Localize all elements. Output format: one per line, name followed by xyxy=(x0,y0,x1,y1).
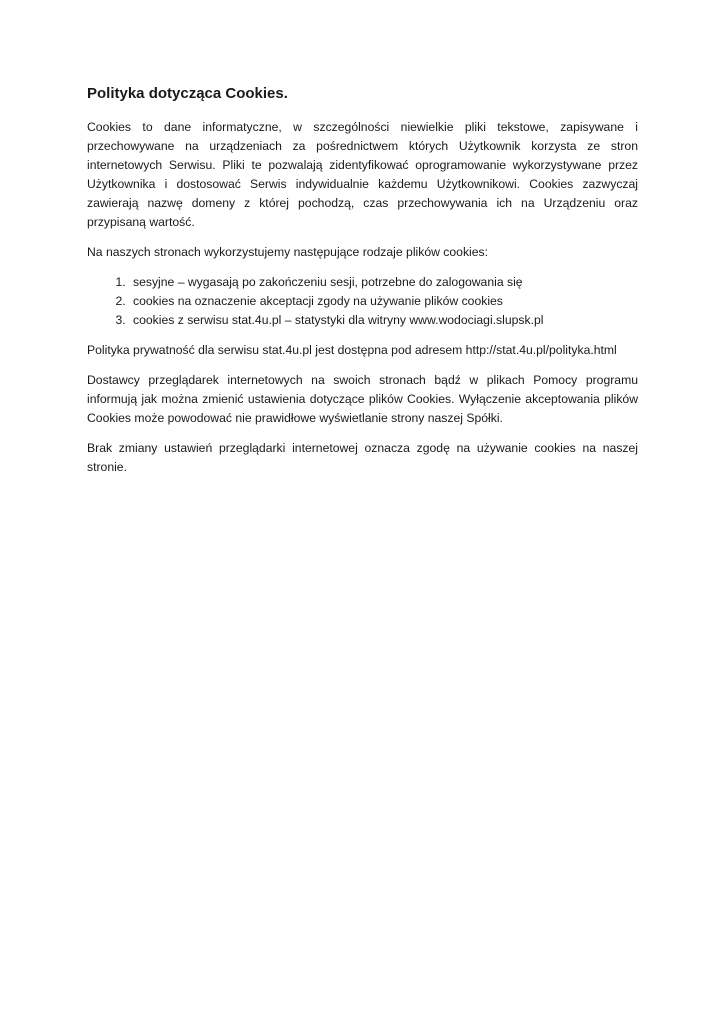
intro-paragraph: Cookies to dane informatyczne, w szczególności niewielkie pliki tekstowe, zapisywane i przechowywane na urządzeniach za pośrednictwem których Użytkownik korzysta ze stron internetowych Serwisu. Pliki te pozwalają zidentyfikować oprogramowanie wykorzystywane przez Użytkownika i dostosować Serwis indywidualnie każdemu Użytkownikowi. Cookies zazwyczaj zawierają nazwę domeny z której pochodzą, czas przechowywania ich na Urządzeniu oraz przypisaną wartość. xyxy=(87,120,638,229)
privacy-policy-paragraph: Polityka prywatność dla serwisu stat.4u.pl jest dostępna pod adresem http://stat.4u.pl/polityka.html xyxy=(87,343,617,357)
page-title: Polityka dotycząca Cookies. xyxy=(87,85,288,102)
cookie-types-intro: Na naszych stronach wykorzystujemy następujące rodzaje plików cookies: xyxy=(87,245,489,259)
consent-paragraph: Brak zmiany ustawień przeglądarki internetowej oznacza zgodę na używanie cookies na naszej stronie. xyxy=(87,441,638,474)
list-item: 1. sesyjne – wygasają po zakończeniu sesji, potrzebne do zalogowania się xyxy=(129,273,638,292)
list-item: 2. cookies na oznaczenie akceptacji zgody na używanie plików cookies xyxy=(129,292,638,311)
browser-settings-paragraph: Dostawcy przeglądarek internetowych na swoich stronach bądź w plikach Pomocy programu informują jak można zmienić ustawienia dotyczące plików Cookies. Wyłączenie akceptowania plików Cookies może powodować nie prawidłowe wyświetlanie strony naszej Spółki. xyxy=(87,373,638,425)
cookie-types-list xyxy=(87,273,638,330)
list-item: 3. cookies z serwisu stat.4u.pl – statystyki dla witryny www.wodociagi.slupsk.pl xyxy=(129,311,638,330)
